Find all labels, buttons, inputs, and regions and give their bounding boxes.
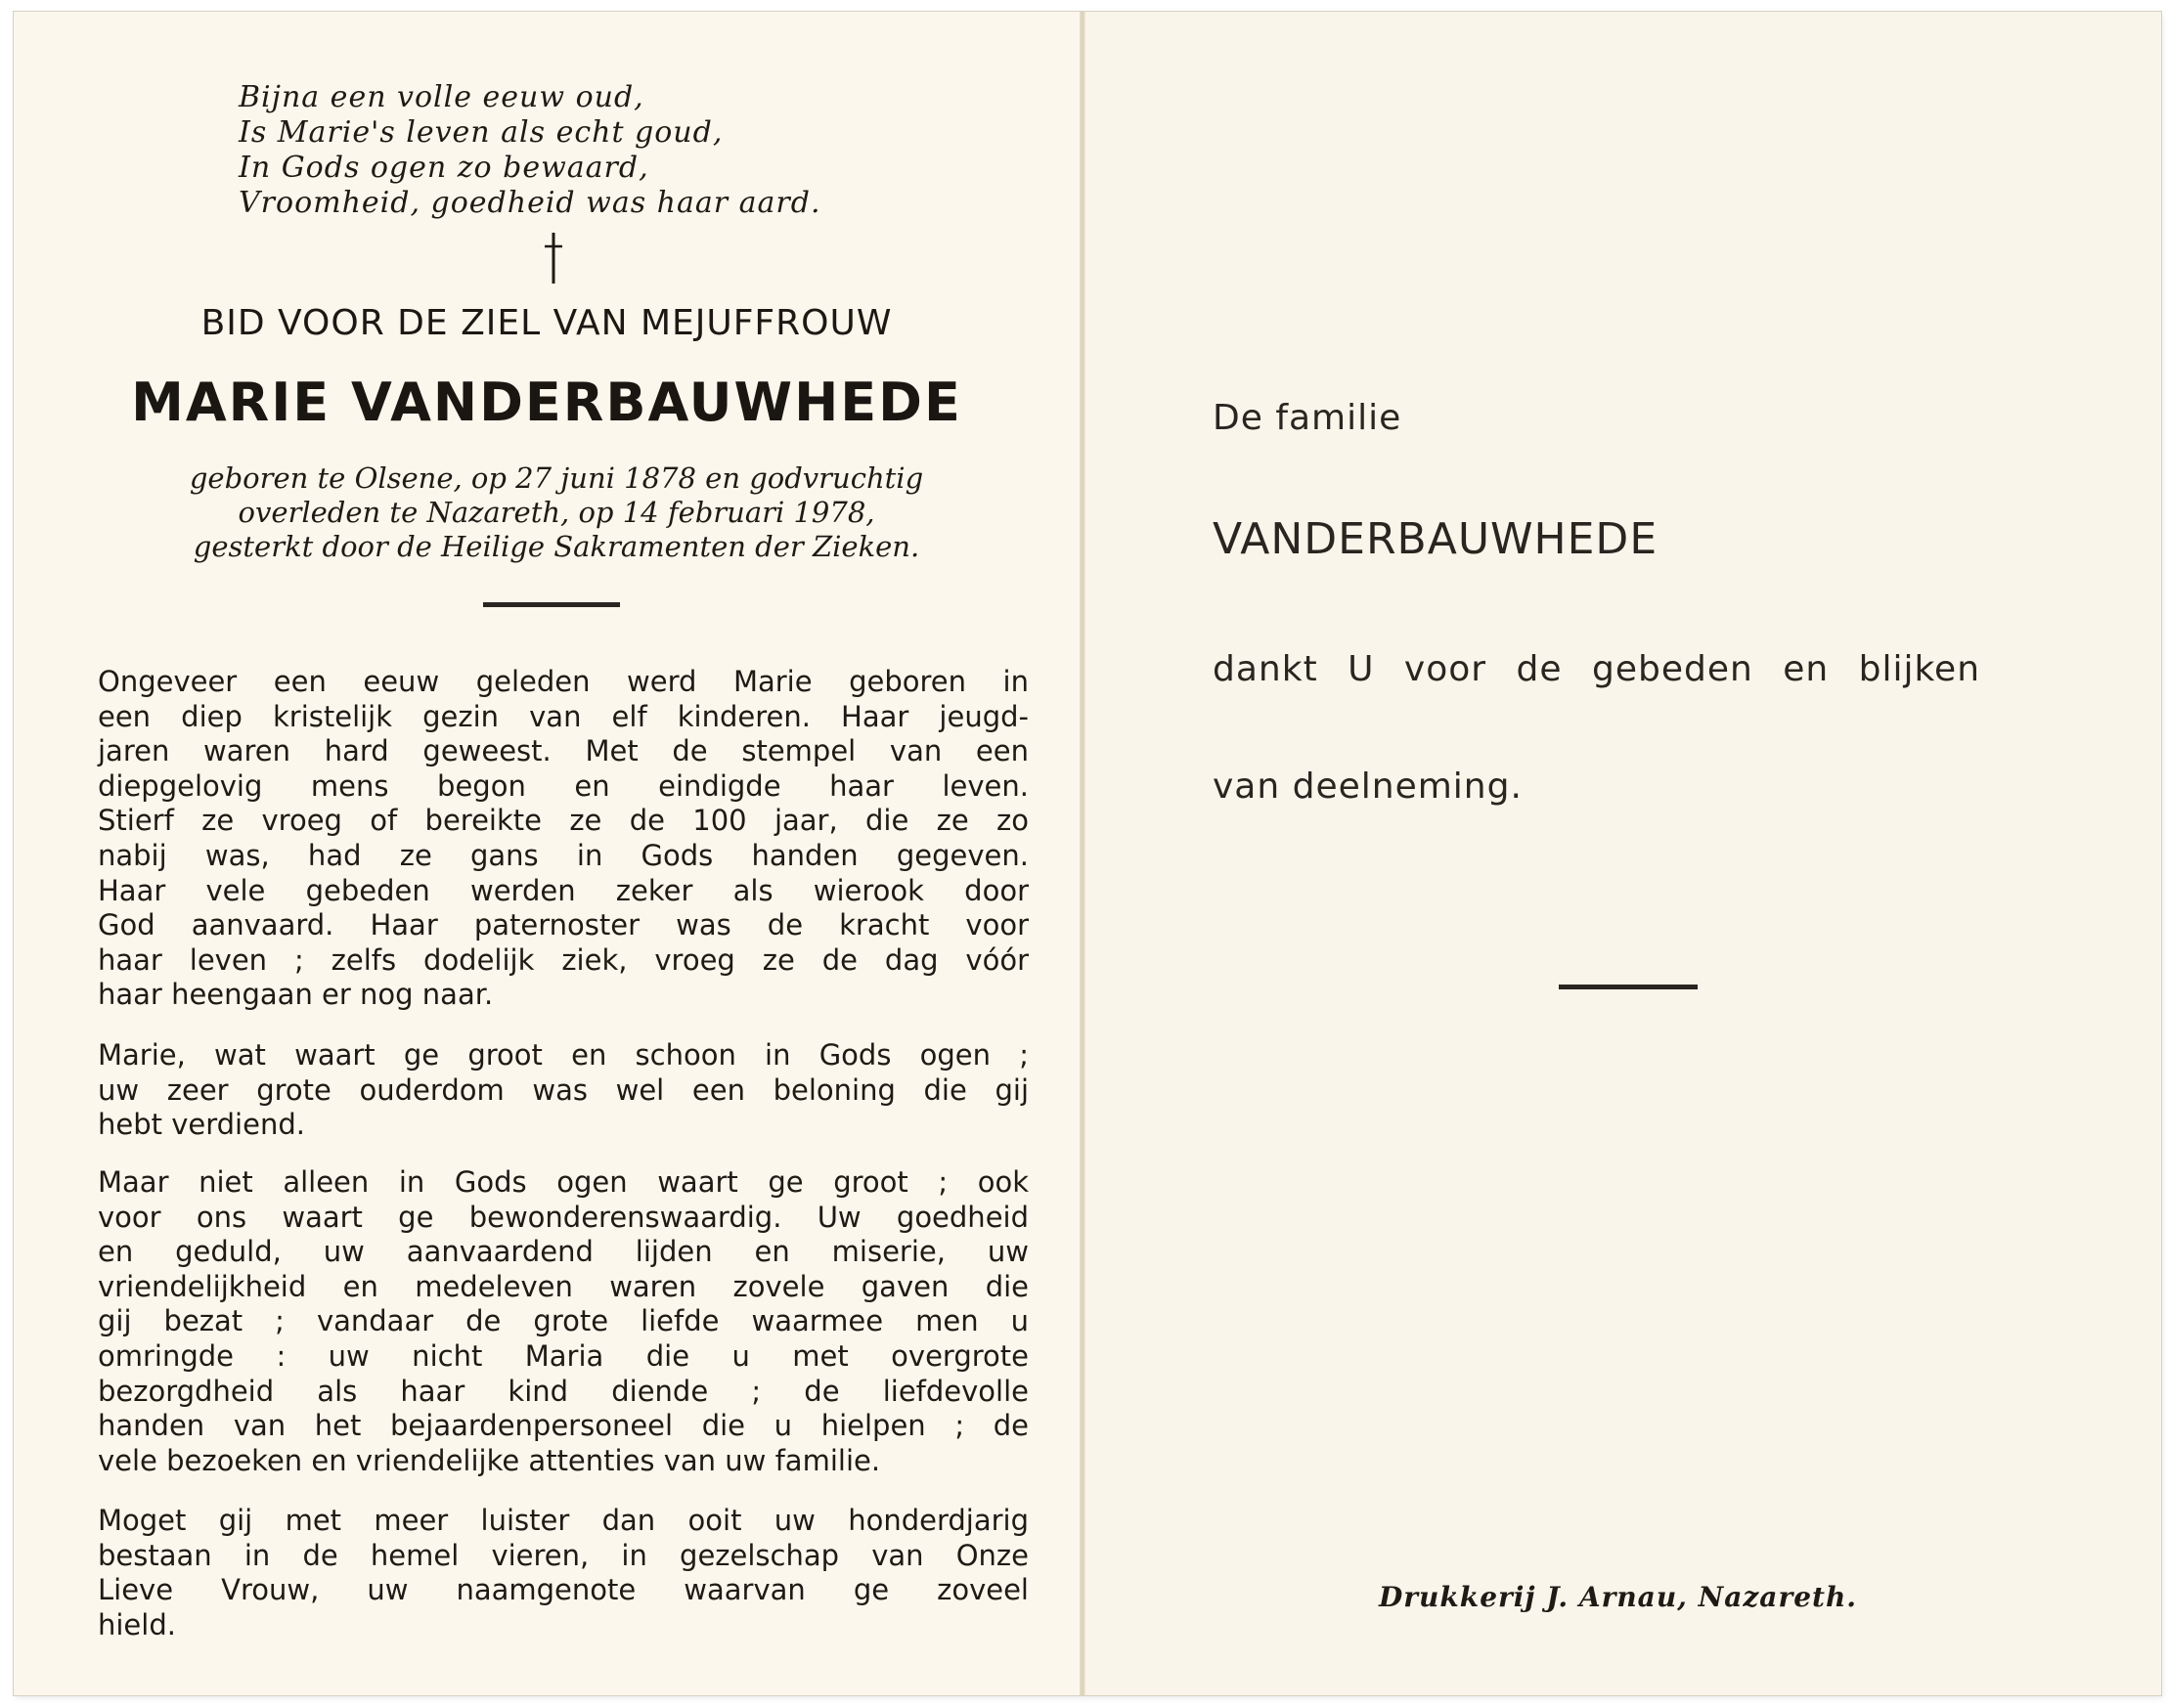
cross-icon: [542, 231, 565, 285]
divider: [1559, 985, 1698, 989]
text-line: en geduld, uw aanvaardend lijden en miserie, uw: [98, 1235, 1029, 1269]
poem-line: In Gods ogen zo bewaard,: [239, 151, 649, 185]
text-line: haar heengaan er nog naar.: [98, 978, 494, 1012]
text-line: bezorgdheid als haar kind diende ; de liefdevolle: [98, 1374, 1029, 1408]
text-line: uw zeer grote ouderdom was wel een beloning die gij: [98, 1073, 1029, 1107]
thanks-line-2: van deelneming.: [1213, 766, 1523, 807]
poem-line: Bijna een volle eeuw oud,: [239, 80, 644, 114]
familie-label: De familie: [1213, 398, 1402, 438]
paragraph-1: [98, 665, 1029, 1013]
birth-line: overleden te Nazareth, op 14 februari 1978,: [238, 496, 875, 529]
text-line: haar leven ; zelfs dodelijk ziek, vroeg ze de dag vóór: [98, 942, 1029, 977]
thanks-line: dankt U voor de gebeden en blijken: [1213, 649, 1981, 689]
text-line: hield.: [98, 1607, 176, 1642]
text-line: nabij was, had ze gans in Gods handen gegeven.: [98, 838, 1029, 872]
text-line: een diep kristelijk gezin van elf kinderen. Haar jeugd-: [98, 699, 1029, 733]
birth-death-info: [92, 461, 1021, 564]
text-line: omringde : uw nicht Maria die u met overgrote: [98, 1338, 1029, 1373]
divider: [483, 602, 620, 607]
text-line: handen van het bejaardenpersoneel die u hielpen ; de: [98, 1409, 1029, 1443]
text-line: Maar niet alleen in Gods ogen waart ge groot ; ook: [98, 1165, 1029, 1199]
mourning-card: [14, 12, 2161, 1695]
paragraph-3: [98, 1165, 1029, 1478]
text-line: voor ons waart ge bewonderenswaardig. Uw goedheid: [98, 1200, 1029, 1234]
paragraph-4: [98, 1504, 1029, 1642]
text-line: hebt verdiend.: [98, 1108, 305, 1142]
right-page: [1085, 12, 2161, 1695]
text-line: Marie, wat waart ge groot en schoon in Gods ogen ;: [98, 1038, 1029, 1072]
poem-line: Is Marie's leven als echt goud,: [239, 115, 724, 150]
family-name: VANDERBAUWHEDE: [1213, 514, 1658, 564]
deceased-name: MARIE VANDERBAUWHEDE: [131, 372, 962, 433]
text-line: gij bezat ; vandaar de grote liefde waarmee men u: [98, 1304, 1029, 1338]
text-line: Ongeveer een eeuw geleden werd Marie geboren in: [98, 665, 1029, 698]
poem-line: Vroomheid, goedheid was haar aard.: [239, 186, 821, 220]
poem: [239, 80, 820, 221]
prayer-heading: BID VOOR DE ZIEL VAN MEJUFFROUW: [200, 303, 893, 343]
birth-line: geboren te Olsene, op 27 juni 1878 en godvruchtig: [189, 461, 924, 495]
birth-line: gesterkt door de Heilige Sakramenten der Zieken.: [193, 530, 920, 563]
text-line: vriendelijkheid en medeleven waren zovele gaven die: [98, 1269, 1029, 1303]
text-line: Lieve Vrouw, uw naamgenote waarvan ge zoveel: [98, 1573, 1029, 1607]
text-line: Moget gij met meer luister dan ooit uw honderdjarig: [98, 1504, 1029, 1537]
printer-credit: Drukkerij J. Arnau, Nazareth.: [1379, 1581, 1858, 1613]
text-line: bestaan in de hemel vieren, in gezelschap van Onze: [98, 1538, 1029, 1572]
text-line: vele bezoeken en vriendelijke attenties van uw familie.: [98, 1443, 881, 1477]
text-line: God aanvaard. Haar paternoster was de kracht voor: [98, 908, 1029, 942]
text-line: diepgelovig mens begon en eindigde haar leven.: [98, 768, 1029, 803]
text-line: Stierf ze vroeg of bereikte ze de 100 jaar, die ze zo: [98, 804, 1029, 838]
left-page: [14, 12, 1080, 1695]
text-line: jaren waren hard geweest. Met de stempel van een: [98, 734, 1029, 768]
text-line: Haar vele gebeden werden zeker als wierook door: [98, 873, 1029, 907]
paragraph-2: [98, 1038, 1029, 1143]
